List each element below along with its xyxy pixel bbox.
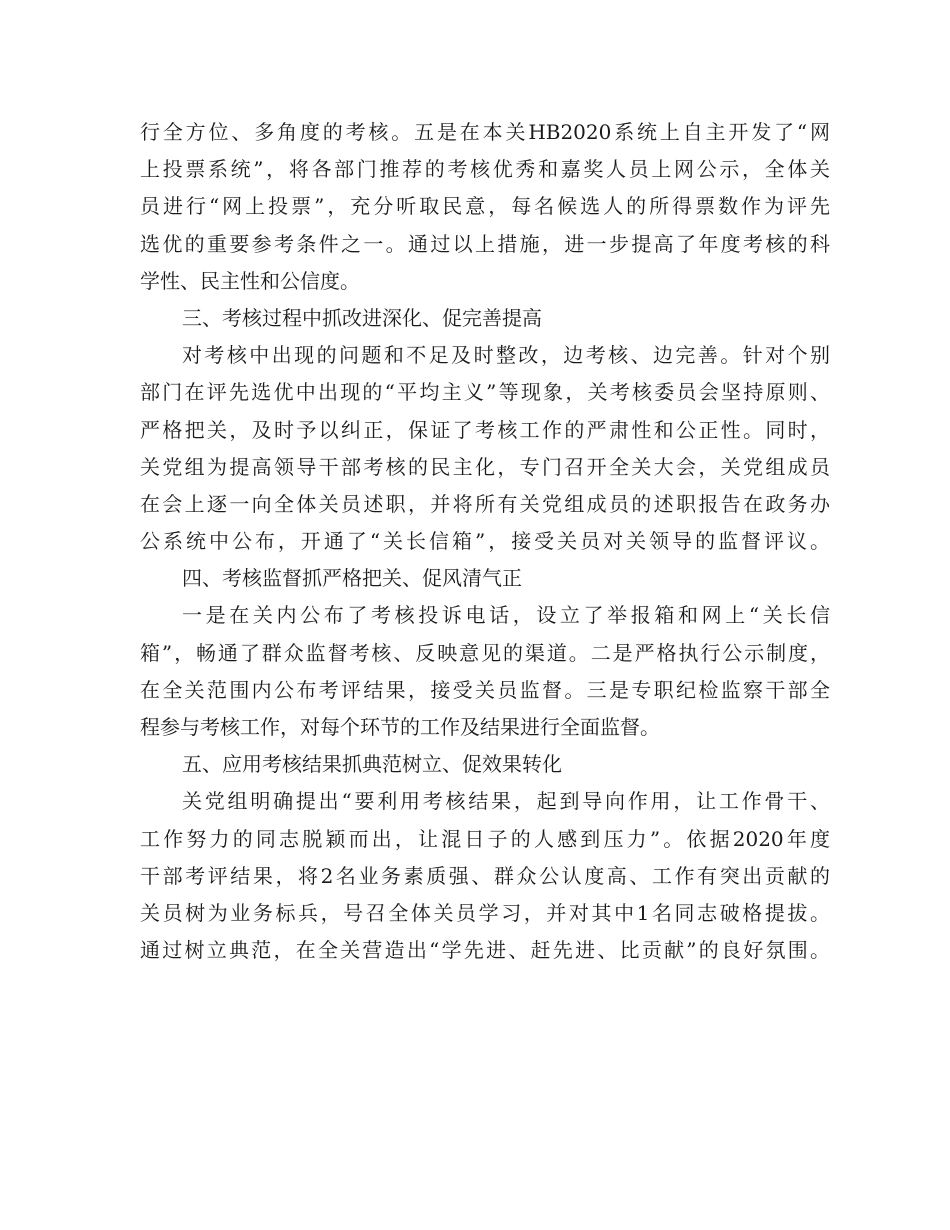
paragraph-line: 一是在关内公布了考核投诉电话，设立了举报箱和网上“关长信 xyxy=(182,603,830,628)
section-heading: 四、考核监督抓严格把关、促风清气正 xyxy=(182,566,522,591)
paragraph-line: 箱”，畅通了群众监督考核、反映意见的渠道。二是严格执行公示制度， xyxy=(140,640,830,665)
paragraph-line: 工作努力的同志脱颖而出，让混日子的人感到压力”。依据2020年度 xyxy=(140,826,830,851)
paragraph-line: 行全方位、多角度的考核。五是在本关HB2020系统上自主开发了“网 xyxy=(140,120,830,144)
paragraph-line: 员进行“网上投票”，充分听取民意，每名候选人的所得票数作为评先 xyxy=(140,194,830,219)
paragraph-line: 选优的重要参考条件之一。通过以上措施，进一步提高了年度考核的科 xyxy=(140,231,830,256)
paragraph-line: 关员树为业务标兵，号召全体关员学习，并对其中1名同志破格提拔。 xyxy=(140,900,830,925)
paragraph-line: 在全关范围内公布考评结果，接受关员监督。三是专职纪检监察干部全 xyxy=(140,677,830,702)
paragraph-line: 关党组明确提出“要利用考核结果，起到导向作用，让工作骨干、 xyxy=(182,789,830,814)
paragraph-line: 严格把关，及时予以纠正，保证了考核工作的严肃性和公正性。同时， xyxy=(140,417,830,442)
paragraph-line: 对考核中出现的问题和不足及时整改，边考核、边完善。针对个别 xyxy=(182,343,830,368)
document-body xyxy=(140,114,830,969)
section-heading: 五、应用考核结果抓典范树立、促效果转化 xyxy=(182,752,562,777)
paragraph-line: 上投票系统”，将各部门推荐的考核优秀和嘉奖人员上网公示，全体关 xyxy=(140,157,830,182)
paragraph-line: 干部考评结果，将2名业务素质强、群众公认度高、工作有突出贡献的 xyxy=(140,863,830,888)
paragraph-line: 公系统中公布，开通了“关长信箱”，接受关员对关领导的监督评议。 xyxy=(140,529,830,554)
paragraph-line: 部门在评先选优中出现的“平均主义”等现象，关考核委员会坚持原则、 xyxy=(140,380,830,405)
paragraph-line: 学性、民主性和公信度。 xyxy=(140,268,360,293)
paragraph-line: 关党组为提高领导干部考核的民主化，专门召开全关大会，关党组成员 xyxy=(140,454,830,479)
paragraph-line: 通过树立典范，在全关营造出“学先进、赶先进、比贡献”的良好氛围。 xyxy=(140,938,830,963)
paragraph-line: 程参与考核工作，对每个环节的工作及结果进行全面监督。 xyxy=(140,715,660,739)
section-heading: 三、考核过程中抓改进深化、促完善提高 xyxy=(182,305,542,330)
paragraph-line: 在会上逐一向全体关员述职，并将所有关党组成员的述职报告在政务办 xyxy=(140,491,830,516)
